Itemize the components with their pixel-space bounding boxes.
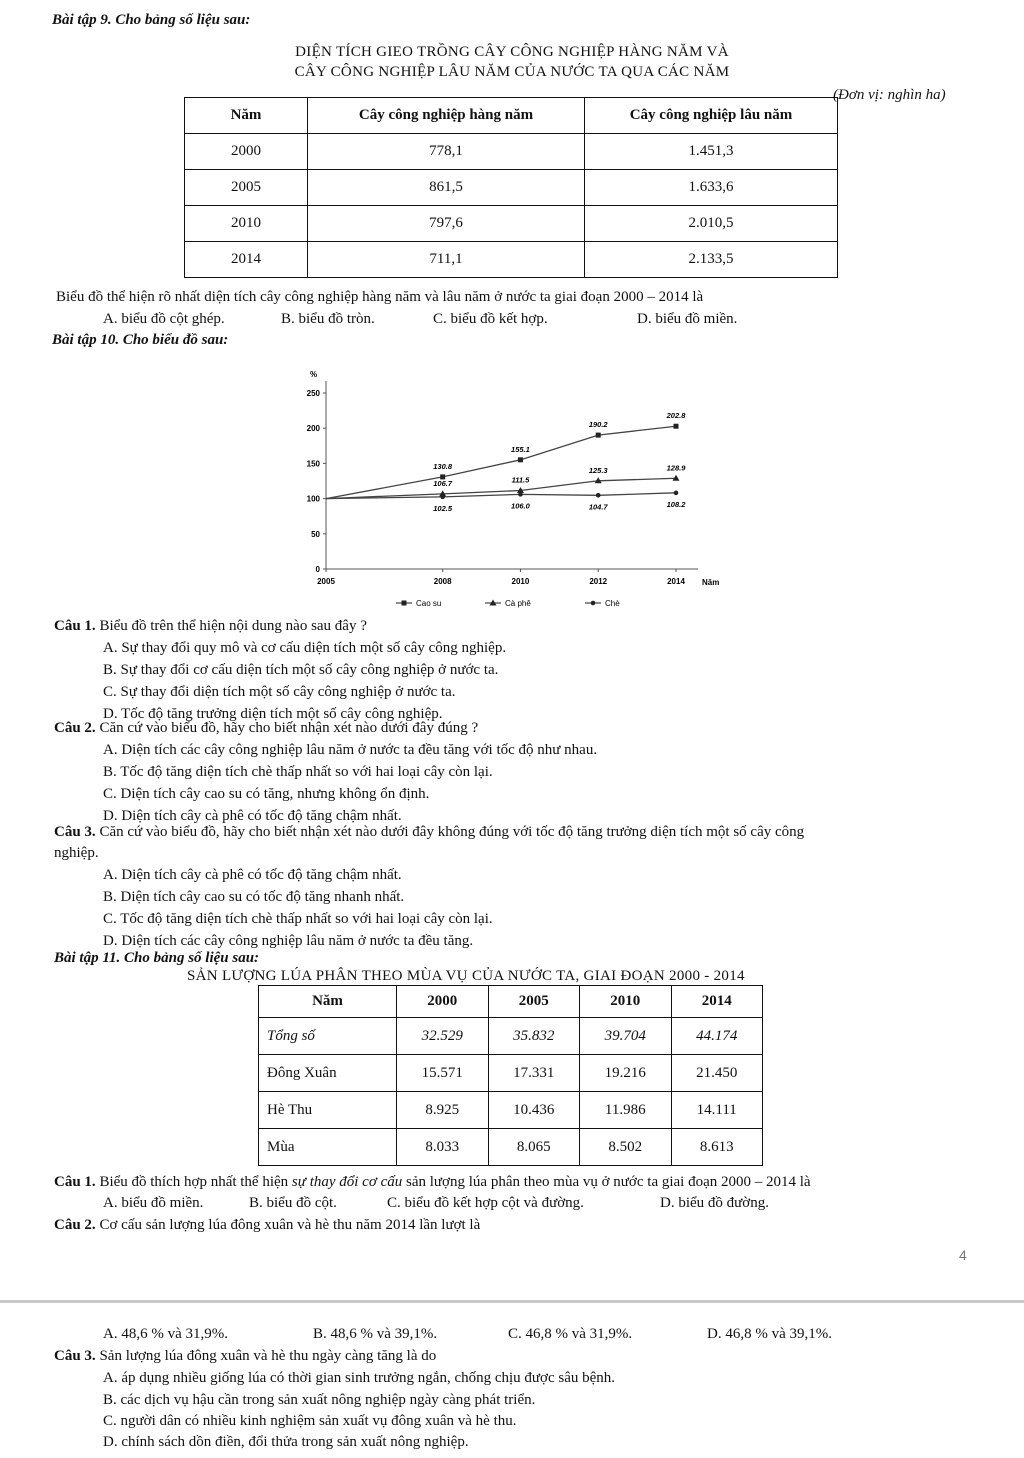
ex11-q3-option-c: C. người dân có nhiều kinh nghiệm sản xuất vụ đông xuân và hè thu. <box>103 1413 517 1429</box>
ex9-unit: (Đơn vị: nghìn ha) <box>833 87 946 103</box>
legend-marker <box>402 601 407 606</box>
q-text: Biểu đồ trên thể hiện nội dung nào sau đây ? <box>95 618 367 634</box>
table-cell: 797,6 <box>308 206 585 242</box>
data-label: 130.8 <box>433 461 453 471</box>
table-cell: Hè Thu <box>259 1092 397 1129</box>
ex11-title: SẢN LƯỢNG LÚA PHÂN THEO MÙA VỤ CỦA NƯỚC TA, GIAI ĐOẠN 2000 - 2014 <box>187 968 745 984</box>
x-tick-label: 2014 <box>667 577 685 586</box>
q-text: Sản lượng lúa đông xuân và hè thu ngày càng tăng là do <box>95 1348 437 1364</box>
q-text-a: Biểu đồ thích hợp nhất thể hiện <box>95 1174 292 1190</box>
legend-label: Chè <box>605 599 620 608</box>
table-header: 2014 <box>671 986 763 1018</box>
ex11-q3-option-d: D. chính sách dồn điền, đổi thửa trong sản xuất nông nghiệp. <box>103 1434 469 1450</box>
data-point <box>674 491 679 496</box>
table-cell: 8.613 <box>671 1129 763 1166</box>
ex11-q3-option-a: A. áp dụng nhiều giống lúa có thời gian sinh trưởng ngắn, chống chịu được sâu bệnh. <box>103 1370 616 1386</box>
ex10-heading: Bài tập 10. Cho biểu đồ sau: <box>52 332 229 348</box>
table-cell: 8.925 <box>397 1092 489 1129</box>
ex10-q3-stem <box>54 824 804 841</box>
q-text: Căn cứ vào biểu đồ, hãy cho biết nhận xét nào dưới đây đúng ? <box>95 720 479 736</box>
table-row <box>259 1129 763 1166</box>
table-cell: 17.331 <box>488 1055 580 1092</box>
data-point <box>596 433 601 438</box>
table-cell: 778,1 <box>308 134 585 170</box>
table-cell: 861,5 <box>308 170 585 206</box>
page-number: 4 <box>959 1247 967 1263</box>
table-cell: 19.216 <box>580 1055 672 1092</box>
table-cell: 35.832 <box>488 1018 580 1055</box>
x-axis-label: Năm <box>702 578 720 587</box>
table-header: 2010 <box>580 986 672 1018</box>
table-cell: Đông Xuân <box>259 1055 397 1092</box>
table-cell: 15.571 <box>397 1055 489 1092</box>
table-header: Năm <box>259 986 397 1018</box>
q-label: Câu 3. <box>54 1348 96 1364</box>
table-cell: 711,1 <box>308 242 585 278</box>
ex11-q2-option-d: D. 46,8 % và 39,1%. <box>707 1326 832 1342</box>
ex9-option-b: B. biểu đồ tròn. <box>281 311 375 327</box>
table-cell: 1.451,3 <box>585 134 838 170</box>
data-point <box>518 457 523 462</box>
table-cell: 2.010,5 <box>585 206 838 242</box>
ex10-q2-option-b: B. Tốc độ tăng diện tích chè thấp nhất so với hai loại cây còn lại. <box>103 764 493 780</box>
table-row <box>259 1055 763 1092</box>
q-label: Câu 1. <box>54 618 96 634</box>
data-point <box>596 493 601 498</box>
q-text: Cơ cấu sản lượng lúa đông xuân và hè thu năm 2014 lần lượt là <box>95 1217 481 1233</box>
ex10-q3-option-d: D. Diện tích các cây công nghiệp lâu năm ở nước ta đều tăng. <box>103 933 474 949</box>
table-cell: 2014 <box>185 242 308 278</box>
q-label: Câu 1. <box>54 1174 96 1190</box>
table-row <box>259 1092 763 1129</box>
ex9-option-a: A. biểu đồ cột ghép. <box>103 311 225 327</box>
page-divider <box>0 1300 1024 1303</box>
table-cell: Tổng số <box>259 1018 397 1055</box>
ex10-q2-option-a: A. Diện tích các cây công nghiệp lâu năm ở nước ta đều tăng với tốc độ như nhau. <box>103 742 598 758</box>
ex9-option-d: D. biểu đồ miền. <box>637 311 738 327</box>
ex11-q2-option-a: A. 48,6 % và 31,9%. <box>103 1326 228 1342</box>
legend-label: Cao su <box>416 599 442 608</box>
table-cell: 2005 <box>185 170 308 206</box>
ex10-q1-option-b: B. Sự thay đổi cơ cấu diện tích một số cây công nghiệp ở nước ta. <box>103 662 499 678</box>
table-header: Năm <box>185 98 308 134</box>
ex11-q2-stem <box>54 1217 480 1234</box>
y-tick-label: 200 <box>306 424 320 434</box>
table-cell: 8.033 <box>397 1129 489 1166</box>
ex11-q1-stem <box>54 1174 811 1191</box>
legend-label: Cà phê <box>505 599 531 608</box>
ex10-q2-stem <box>54 720 478 737</box>
line-chart <box>290 362 770 617</box>
table-cell: 2000 <box>185 134 308 170</box>
legend-marker <box>591 601 596 606</box>
table-row <box>185 242 838 278</box>
table-cell: 8.065 <box>488 1129 580 1166</box>
table-header: Cây công nghiệp hàng năm <box>308 98 585 134</box>
q-label: Câu 2. <box>54 1217 96 1233</box>
ex9-table <box>184 97 838 278</box>
table-header-row <box>259 986 763 1018</box>
ex9-question: Biểu đồ thể hiện rõ nhất diện tích cây công nghiệp hàng năm và lâu năm ở nước ta giai đoạn 2000 – 2014 là <box>56 289 704 305</box>
ex9-heading: Bài tập 9. Cho bảng số liệu sau: <box>52 12 251 28</box>
table-row <box>185 206 838 242</box>
table-cell: Mùa <box>259 1129 397 1166</box>
ex9-title-line1: DIỆN TÍCH GIEO TRỒNG CÂY CÔNG NGHIỆP HÀNG NĂM VÀ <box>295 44 729 60</box>
data-label: 106.0 <box>511 501 530 511</box>
x-tick-label: 2005 <box>317 577 335 586</box>
y-tick-label: 100 <box>306 494 320 504</box>
series-line-0 <box>326 426 676 498</box>
data-label: 155.1 <box>511 444 530 454</box>
q-label: Câu 2. <box>54 720 96 736</box>
table-cell: 2010 <box>185 206 308 242</box>
ex10-q3-option-c: C. Tốc độ tăng diện tích chè thấp nhất so với hai loại cây còn lại. <box>103 911 493 927</box>
ex11-q1-option-d: D. biểu đồ đường. <box>660 1195 769 1211</box>
x-tick-label: 2008 <box>433 577 452 586</box>
ex9-title-line2: CÂY CÔNG NGHIỆP LÂU NĂM CỦA NƯỚC TA QUA CÁC NĂM <box>294 64 730 80</box>
q-text-b: sự thay đổi cơ cấu <box>291 1174 403 1190</box>
data-label: 108.2 <box>666 499 686 509</box>
data-label: 190.2 <box>588 420 608 430</box>
table-header: 2005 <box>488 986 580 1018</box>
ex11-table <box>258 985 763 1166</box>
y-tick-label: 50 <box>311 529 320 539</box>
table-cell: 10.436 <box>488 1092 580 1129</box>
data-label: 102.5 <box>433 503 453 513</box>
ex10-q3-option-b: B. Diện tích cây cao su có tốc độ tăng nhanh nhất. <box>103 889 405 905</box>
table-cell: 21.450 <box>671 1055 763 1092</box>
table-header-row <box>185 98 838 134</box>
ex11-q1-option-c: C. biểu đồ kết hợp cột và đường. <box>387 1195 584 1211</box>
y-tick-label: 0 <box>315 565 320 574</box>
data-point <box>674 424 679 429</box>
table-cell: 1.633,6 <box>585 170 838 206</box>
table-cell: 14.111 <box>671 1092 763 1129</box>
data-label: 202.8 <box>666 411 686 421</box>
ex9-option-c: C. biểu đồ kết hợp. <box>433 311 548 327</box>
ex11-q1-option-b: B. biểu đồ cột. <box>249 1195 337 1211</box>
y-tick-label: 250 <box>306 389 320 398</box>
y-tick-label: 150 <box>306 459 320 469</box>
y-axis-label: % <box>310 370 318 379</box>
table-cell: 32.529 <box>397 1018 489 1055</box>
ex10-q1-option-d: D. Tốc độ tăng trưởng diện tích một số cây công nghiệp. <box>103 706 443 722</box>
ex10-q1-option-c: C. Sự thay đổi diện tích một số cây công nghiệp ở nước ta. <box>103 684 456 700</box>
ex10-q2-option-d: D. Diện tích cây cà phê có tốc độ tăng chậm nhất. <box>103 808 402 824</box>
x-tick-label: 2010 <box>511 577 530 586</box>
data-point <box>518 492 523 497</box>
table-row <box>259 1018 763 1055</box>
data-point <box>440 495 445 500</box>
ex10-q1-option-a: A. Sự thay đổi quy mô và cơ cấu diện tích một số cây công nghiệp. <box>103 640 507 656</box>
table-header: Cây công nghiệp lâu năm <box>585 98 838 134</box>
ex11-q3-option-b: B. các dịch vụ hậu cần trong sản xuất nông nghiệp ngày càng phát triển. <box>103 1392 536 1408</box>
data-label: 128.9 <box>666 463 686 473</box>
ex10-q3-option-a: A. Diện tích cây cà phê có tốc độ tăng chậm nhất. <box>103 867 402 883</box>
data-label: 125.3 <box>588 465 608 475</box>
table-cell: 8.502 <box>580 1129 672 1166</box>
table-cell: 11.986 <box>580 1092 672 1129</box>
q-label: Câu 3. <box>54 824 96 840</box>
data-label: 111.5 <box>511 475 530 485</box>
ex10-q1-stem <box>54 618 367 635</box>
ex11-q2-option-b: B. 48,6 % và 39,1%. <box>313 1326 438 1342</box>
table-cell: 39.704 <box>580 1018 672 1055</box>
ex11-q1-option-a: A. biểu đồ miền. <box>103 1195 204 1211</box>
table-header: 2000 <box>397 986 489 1018</box>
series-line-2 <box>326 493 676 499</box>
table-cell: 2.133,5 <box>585 242 838 278</box>
ex10-q3-stem-line2: nghiệp. <box>54 845 99 861</box>
ex11-q2-option-c: C. 46,8 % và 31,9%. <box>508 1326 633 1342</box>
ex11-q3-stem <box>54 1348 436 1365</box>
q-text-c: sản lượng lúa phân theo mùa vụ ở nước ta giai đoạn 2000 – 2014 là <box>402 1174 811 1190</box>
table-row <box>185 170 838 206</box>
q-text: Căn cứ vào biểu đồ, hãy cho biết nhận xét nào dưới đây không đúng với tốc độ tăng trưởng diện tích một số cây công <box>95 824 805 840</box>
table-row <box>185 134 838 170</box>
x-tick-label: 2012 <box>589 577 608 586</box>
data-label: 106.7 <box>433 478 453 488</box>
table-cell: 44.174 <box>671 1018 763 1055</box>
ex10-q2-option-c: C. Diện tích cây cao su có tăng, nhưng không ổn định. <box>103 786 430 802</box>
data-label: 104.7 <box>588 502 608 512</box>
ex11-heading: Bài tập 11. Cho bảng số liệu sau: <box>54 950 260 966</box>
